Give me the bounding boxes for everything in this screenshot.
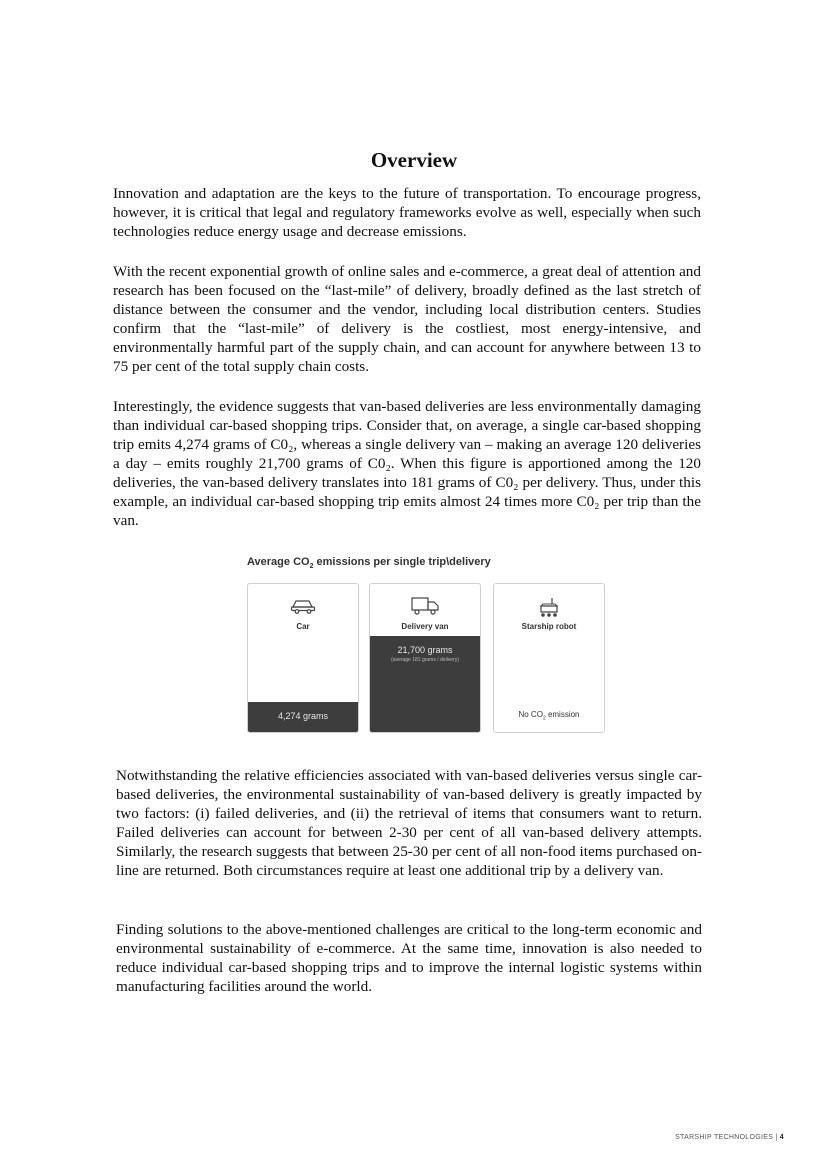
van-icon — [370, 596, 480, 621]
robot-note-pre: No CO — [518, 710, 543, 720]
chart-robot-note — [494, 710, 604, 722]
chart-data-label: 21,700 grams — [397, 645, 453, 655]
chart-title-post: emissions per single trip\delivery — [313, 556, 491, 568]
robot-icon — [494, 596, 604, 625]
paragraph-intro: Innovation and adaptation are the keys to the future of transportation. To encourage progress, however, it is critical that legal and regulatory frameworks evolve as well, especially when such technologies reduce energy usage and decrease emissions. — [113, 185, 701, 240]
chart-category-label: Car — [296, 622, 310, 631]
paragraph-factors: Notwithstanding the relative efficiencies associated with van-based deliveries versus single car-based deliveries, the environmental sustainability of van-based delivery is greatly impacted by two factors: (i) failed deliveries, and (ii) the retrieval of items that consumers want to return. Failed deliveries can account for between 2-30 per cent of all van-based delivery attempts. Similarly, the research suggests that between 25-30 per cent of all non-food items purchased on-line are returned. Both circumstances require at least one additional trip by a delivery van. — [116, 767, 702, 879]
chart-bar-van — [370, 636, 480, 732]
chart-card-car — [247, 583, 359, 733]
chart-category-label: Starship robot — [521, 622, 577, 631]
car-icon — [248, 596, 358, 619]
chart-data-label: 4,274 grams — [277, 711, 329, 721]
robot-note-subscript: 2 — [542, 716, 546, 722]
page-footer — [675, 1134, 784, 1141]
chart-title — [247, 556, 491, 570]
paragraph-last-mile: With the recent exponential growth of online sales and e-commerce, a great deal of attention and research has been focused on the “last-mile” of delivery, broadly defined as the last stretch of distance between the consumer and the vendor, including local distribution centers. Studies confirm that the “last-mile” of delivery is the costliest, most energy-intensive, and environmentally harmful part of the supply chain, and can account for anywhere between 13 to 75 per cent of the total supply chain costs. — [113, 263, 701, 375]
chart-title-subscript: 2 — [309, 563, 314, 571]
robot-note-post: emission — [545, 710, 580, 720]
page-number: 4 — [779, 1134, 784, 1141]
footer-separator: | — [773, 1134, 780, 1141]
chart-card-van — [369, 583, 481, 733]
footer-brand: STARSHIP TECHNOLOGIES — [675, 1134, 774, 1141]
paragraph-conclusion: Finding solutions to the above-mentioned challenges are critical to the long-term economic and environmental sustainability of e-commerce. At the same time, innovation is also needed to reduce individual car-based shopping trips and to improve the internal logistic systems within manufacturing facilities around the world. — [116, 921, 702, 995]
chart-title-pre: Average CO — [247, 556, 310, 568]
page-title: Overview — [370, 148, 458, 172]
paragraph-emissions: Interestingly, the evidence suggests that van-based deliveries are less environmentally damaging than individual car-based shopping trips. Consider that, on average, a single car-based shopping trip emits 4,274 grams of C0₂, whereas a single delivery van – making an average 120 deliveries a day – emits roughly 21,700 grams of C0₂. When this figure is apportioned among the 120 deliveries, the van-based delivery translates into 181 grams of C0₂ per delivery. Thus, under this example, an individual car-based shopping trip emits almost 24 times more C0₂ per trip than the van. — [113, 398, 701, 529]
chart-category-label: Delivery van — [401, 622, 449, 631]
chart-bar-car — [248, 702, 358, 732]
chart-card-robot — [493, 583, 605, 733]
chart-data-sublabel: (average 181 grams / delivery) — [391, 657, 459, 663]
